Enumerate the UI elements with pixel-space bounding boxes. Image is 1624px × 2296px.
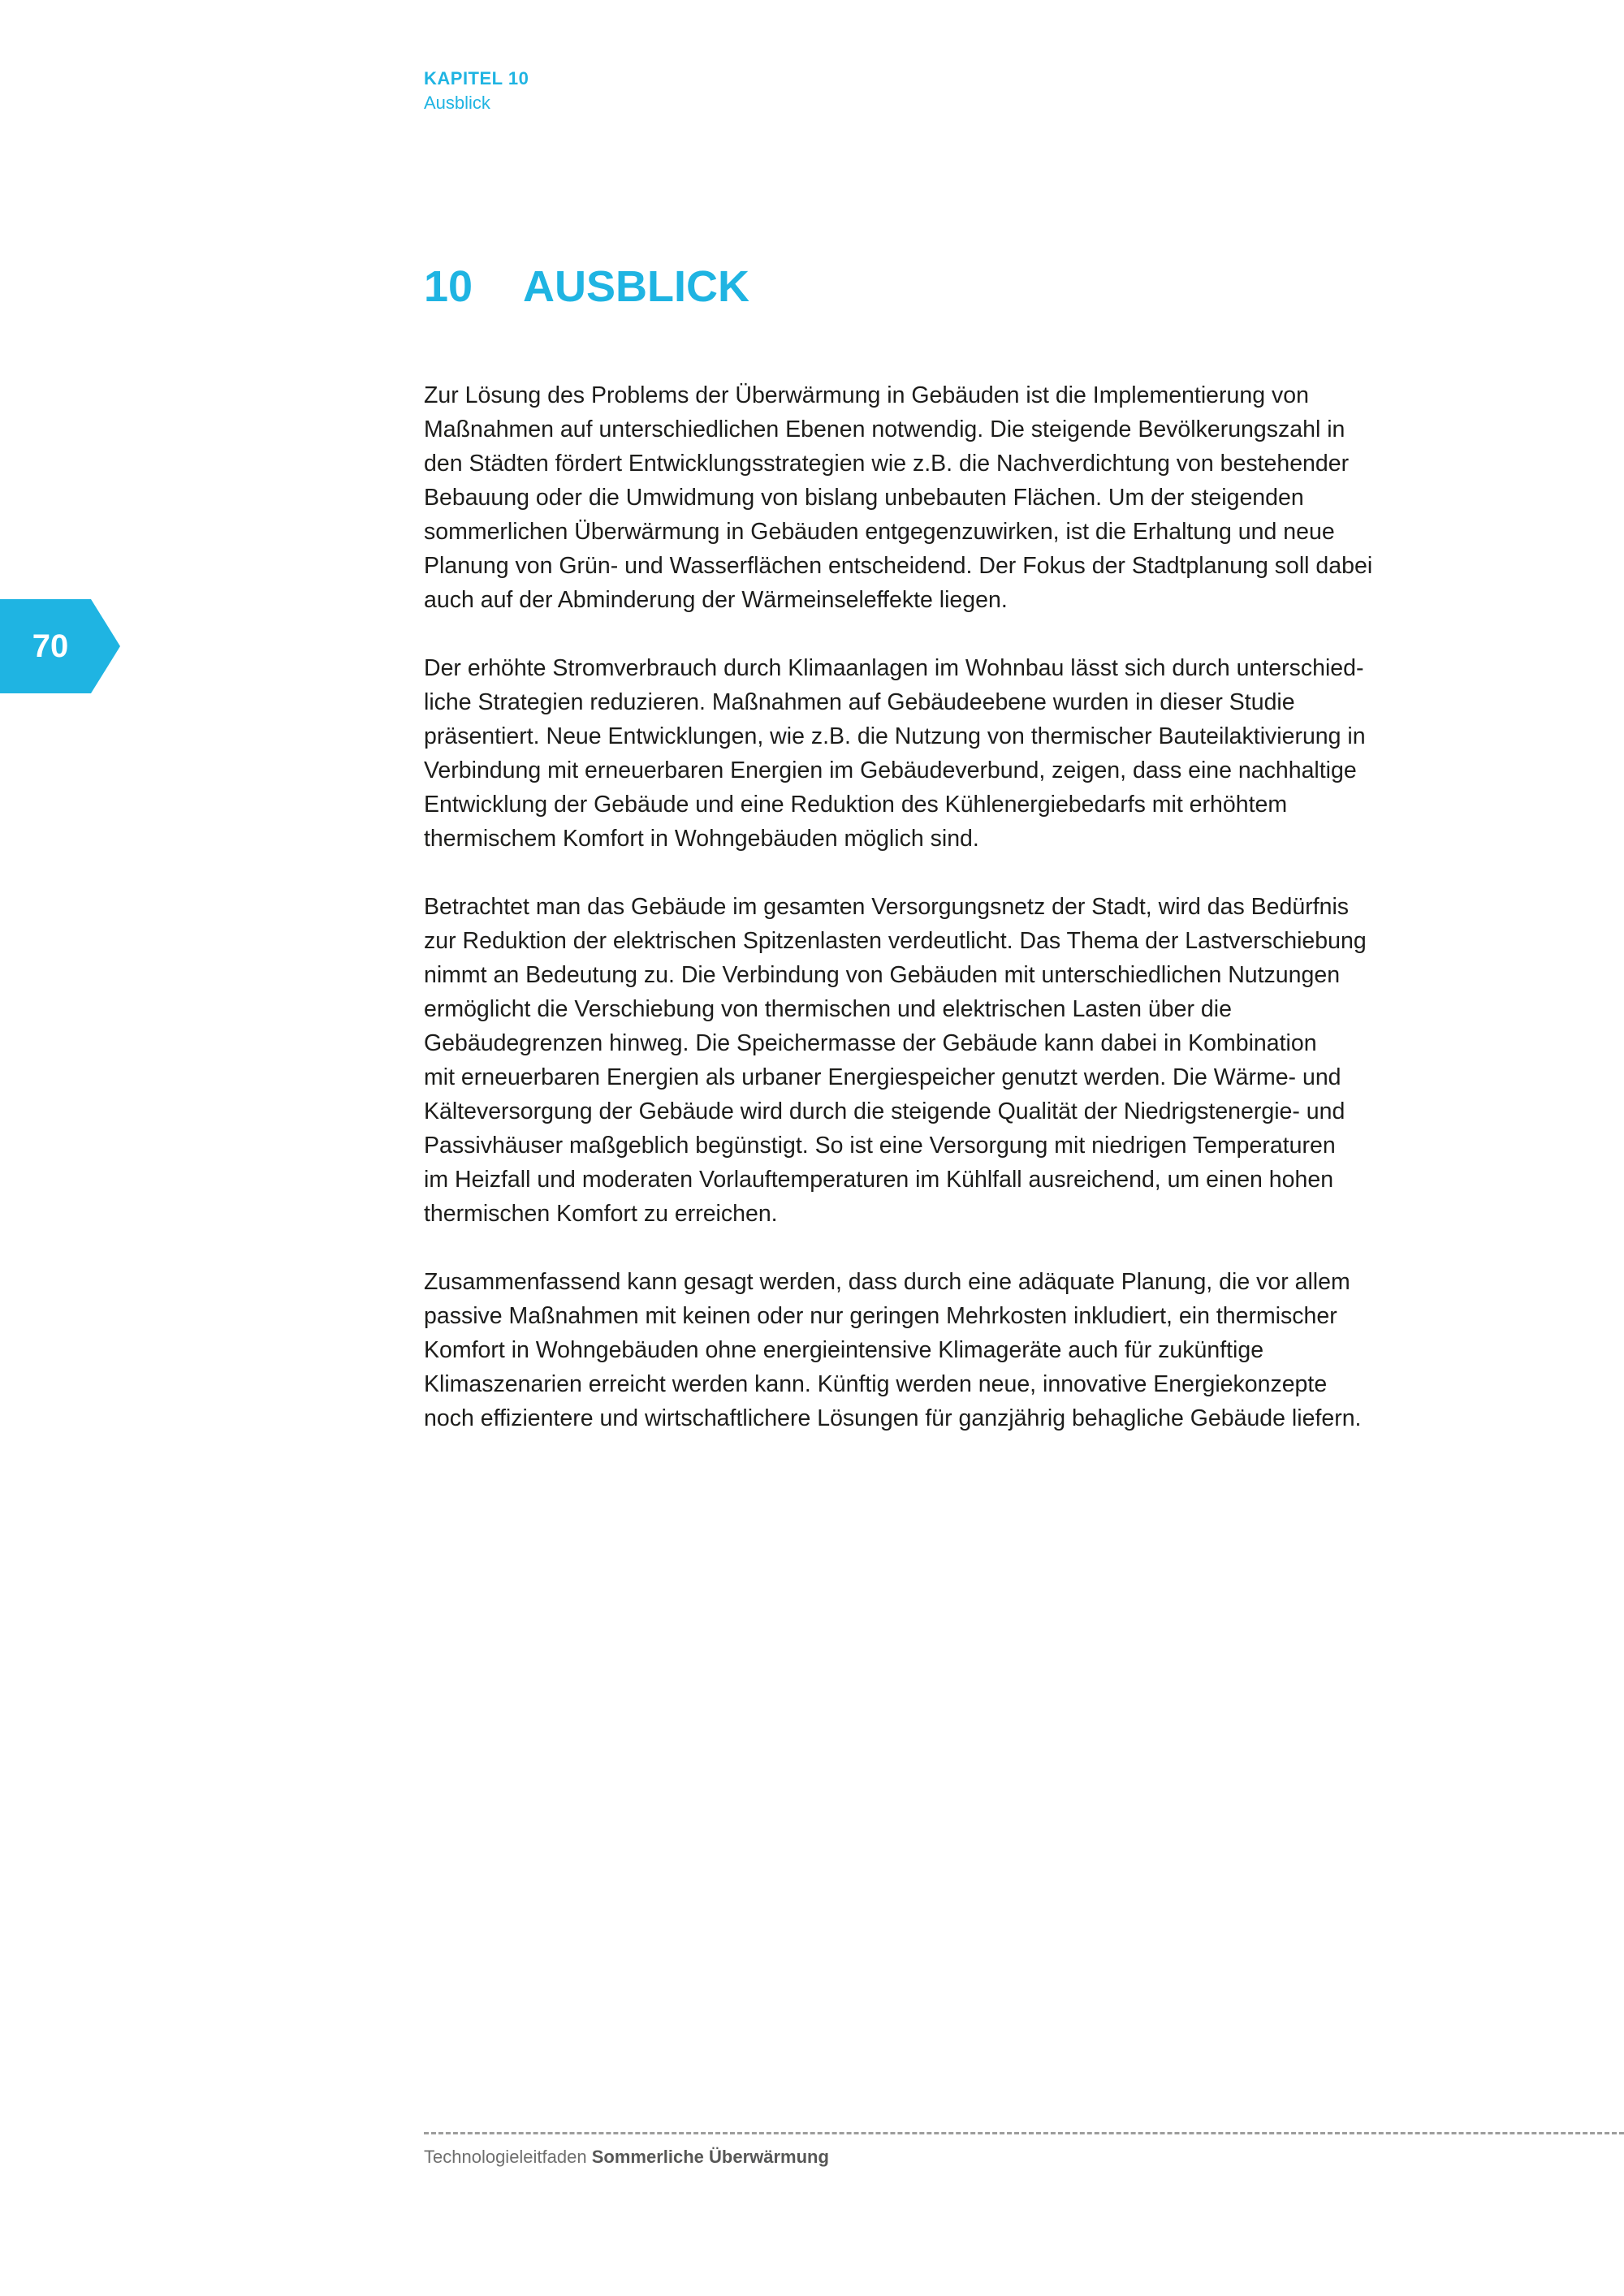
running-header-chapter-label: KAPITEL 10 (424, 68, 529, 88)
chapter-title: AUSBLICK (523, 262, 749, 311)
text-line: Kälteversorgung der Gebäude wird durch die steigende Qualität der Niedrigstenergie- und (424, 1098, 1345, 1124)
text-line: liche Strategien reduzieren. Maßnahmen auf Gebäudeebene wurden in dieser Studie (424, 689, 1295, 715)
text-line: im Heizfall und moderaten Vorlauftemperaturen im Kühlfall ausreichend, um einen hohen (424, 1167, 1334, 1193)
text-line: Maßnahmen auf unterschiedlichen Ebenen notwendig. Die steigende Bevölkerungszahl in (424, 416, 1345, 442)
text-line: Verbindung mit erneuerbaren Energien im Gebäudeverbund, zeigen, dass eine nachhaltige (424, 757, 1357, 783)
body-text (424, 378, 1439, 1470)
text-line: thermischen Komfort zu erreichen. (424, 1201, 778, 1227)
page-number: 70 (32, 628, 69, 664)
text-line: Klimaszenarien erreicht werden kann. Künftig werden neue, innovative Energiekonzepte (424, 1371, 1328, 1397)
text-line: präsentiert. Neue Entwicklungen, wie z.B. die Nutzung von thermischer Bauteilaktivierung in (424, 723, 1366, 749)
text-line: Zur Lösung des Problems der Überwärmung in Gebäuden ist die Implementierung von (424, 382, 1309, 408)
paragraph (424, 378, 1439, 617)
footer-prefix: Technologieleitfaden (424, 2147, 587, 2167)
text-line: Bebauung oder die Umwidmung von bislang unbebauten Flächen. Um der steigenden (424, 485, 1304, 511)
running-header (424, 67, 529, 115)
text-line: Planung von Grün- und Wasserflächen entscheidend. Der Fokus der Stadtplanung soll dabei (424, 553, 1373, 579)
footer-divider (424, 2132, 1624, 2134)
text-line: Entwicklung der Gebäude und eine Reduktion des Kühlenergiebedarfs mit erhöhtem (424, 792, 1288, 818)
text-line: Passivhäuser maßgeblich begünstigt. So ist eine Versorgung mit niedrigen Temperaturen (424, 1133, 1336, 1159)
text-line: passive Maßnahmen mit keinen oder nur geringen Mehrkosten inkludiert, ein thermischer (424, 1303, 1337, 1329)
text-line: Gebäudegrenzen hinweg. Die Speichermasse der Gebäude kann dabei in Kombination (424, 1030, 1317, 1056)
text-line: mit erneuerbaren Energien als urbaner Energiespeicher genutzt werden. Die Wärme- und (424, 1064, 1341, 1090)
chapter-number: 10 (424, 262, 473, 311)
text-line: ermöglicht die Verschiebung von thermischen und elektrischen Lasten über die (424, 996, 1232, 1022)
paragraph (424, 651, 1439, 856)
chapter-heading (424, 258, 749, 315)
text-line: auch auf der Abminderung der Wärmeinseleffekte liegen. (424, 587, 1008, 613)
page-number-tab (0, 599, 120, 693)
text-line: Komfort in Wohngebäuden ohne energieintensive Klimageräte auch für zukünftige (424, 1337, 1264, 1363)
text-line: sommerlichen Überwärmung in Gebäuden entgegenzuwirken, ist die Erhaltung und neue (424, 519, 1335, 545)
text-line: Zusammenfassend kann gesagt werden, dass durch eine adäquate Planung, die vor allem (424, 1269, 1350, 1295)
text-line: thermischem Komfort in Wohngebäuden möglich sind. (424, 826, 979, 852)
text-line: Betrachtet man das Gebäude im gesamten Versorgungsnetz der Stadt, wird das Bedürfnis (424, 894, 1350, 920)
footer (424, 2147, 829, 2168)
text-line: nimmt an Bedeutung zu. Die Verbindung von Gebäuden mit unterschiedlichen Nutzungen (424, 962, 1341, 988)
running-header-chapter-title: Ausblick (424, 93, 490, 113)
text-line: noch effizientere und wirtschaftlichere Lösungen für ganzjährig behagliche Gebäude liefern. (424, 1405, 1362, 1431)
paragraph (424, 890, 1439, 1231)
text-line: zur Reduktion der elektrischen Spitzenlasten verdeutlicht. Das Thema der Lastverschiebung (424, 928, 1367, 954)
paragraph (424, 1265, 1439, 1435)
footer-title: Sommerliche Überwärmung (591, 2147, 829, 2167)
text-line: den Städten fördert Entwicklungsstrategien wie z.B. die Nachverdichtung von bestehender (424, 451, 1350, 477)
text-line: Der erhöhte Stromverbrauch durch Klimaanlagen im Wohnbau lässt sich durch unterschied- (424, 655, 1364, 681)
